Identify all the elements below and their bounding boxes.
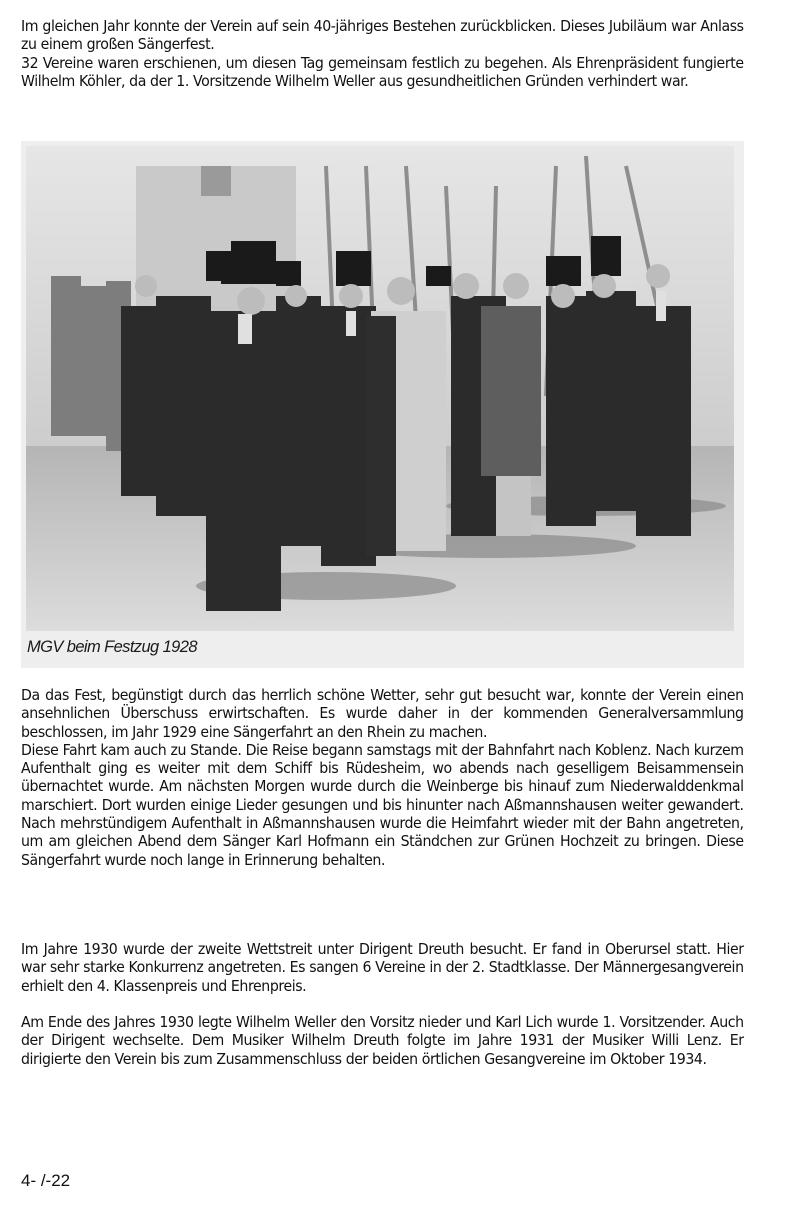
historic-photo — [26, 146, 734, 631]
photo-illustration — [26, 146, 734, 631]
paragraph-leadership-change — [21, 1013, 744, 1068]
paragraph-festival-trip — [21, 686, 744, 869]
paragraph-competition-1930 — [21, 940, 744, 995]
paragraph-line: Im gleichen Jahr konnte der Verein auf sein 40-jähriges Bestehen zurückblicken. Dieses Jubiläum war Anlass zu einem großen Sängerfest. — [21, 17, 744, 54]
photo-figure — [21, 141, 744, 668]
paragraph-line: Diese Fahrt kam auch zu Stande. Die Reise begann samstags mit der Bahnfahrt nach Koblenz. Nach kurzem Aufenthalt ging es weiter mit dem Schiff bis Rüdesheim, wo abends nach geselligem Beisammensein übernachtet wurde. Am nächsten Morgen wurde durch die Weinberge bis hinauf zum Niederwalddenkmal marschiert. Dort wurden einige Lieder gesungen und bis hinunter nach Aßmannshausen weiter gewandert. Nach mehrstündigem Aufenthalt in Aßmannshausen wurde die Heimfahrt wieder mit der Bahn angetreten, um am gleichen Abend dem Sänger Karl Hofmann ein Ständchen zur Grünen Hochzeit zu bringen. Diese Sängerfahrt wurde noch lange in Erinnerung behalten. — [21, 740, 744, 869]
photo-caption: MGV beim Festzug 1928 — [27, 638, 197, 656]
paragraph-line: 32 Vereine waren erschienen, um diesen Tag gemeinsam festlich zu begehen. Als Ehrenpräsident fungierte Wilhelm Köhler, da der 1. Vorsitzende Wilhelm Weller aus gesundheitlichen Gründen verhindert war. — [21, 53, 744, 90]
paragraph-jubilee — [21, 17, 744, 90]
page-number: 4- /-22 — [21, 1171, 71, 1190]
paragraph-line: Da das Fest, begünstigt durch das herrlich schöne Wetter, sehr gut besucht war, konnte der Verein einen ansehnlichen Überschuss erwirtschaften. Es wurde daher in der kommenden Generalversammlung beschlossen, im Jahr 1929 eine Sängerfahrt an den Rhein zu machen. — [21, 686, 744, 741]
paragraph-line: Am Ende des Jahres 1930 legte Wilhelm Weller den Vorsitz nieder und Karl Lich wurde 1. Vorsitzender. Auch der Dirigent wechselte. Dem Musiker Wilhelm Dreuth folgte im Jahre 1931 der Musiker Willi Lenz. Er dirigierte den Verein bis zum Zusammenschluss der beiden örtlichen Gesangvereine im Oktober 1934. — [21, 1013, 744, 1068]
paragraph-line: Im Jahre 1930 wurde der zweite Wettstreit unter Dirigent Dreuth besucht. Er fand in Oberursel statt. Hier war sehr starke Konkurrenz angetreten. Es sangen 6 Vereine in der 2. Stadtklasse. Der Männergesangverein erhielt den 4. Klassenpreis und Ehrenpreis. — [21, 940, 744, 995]
